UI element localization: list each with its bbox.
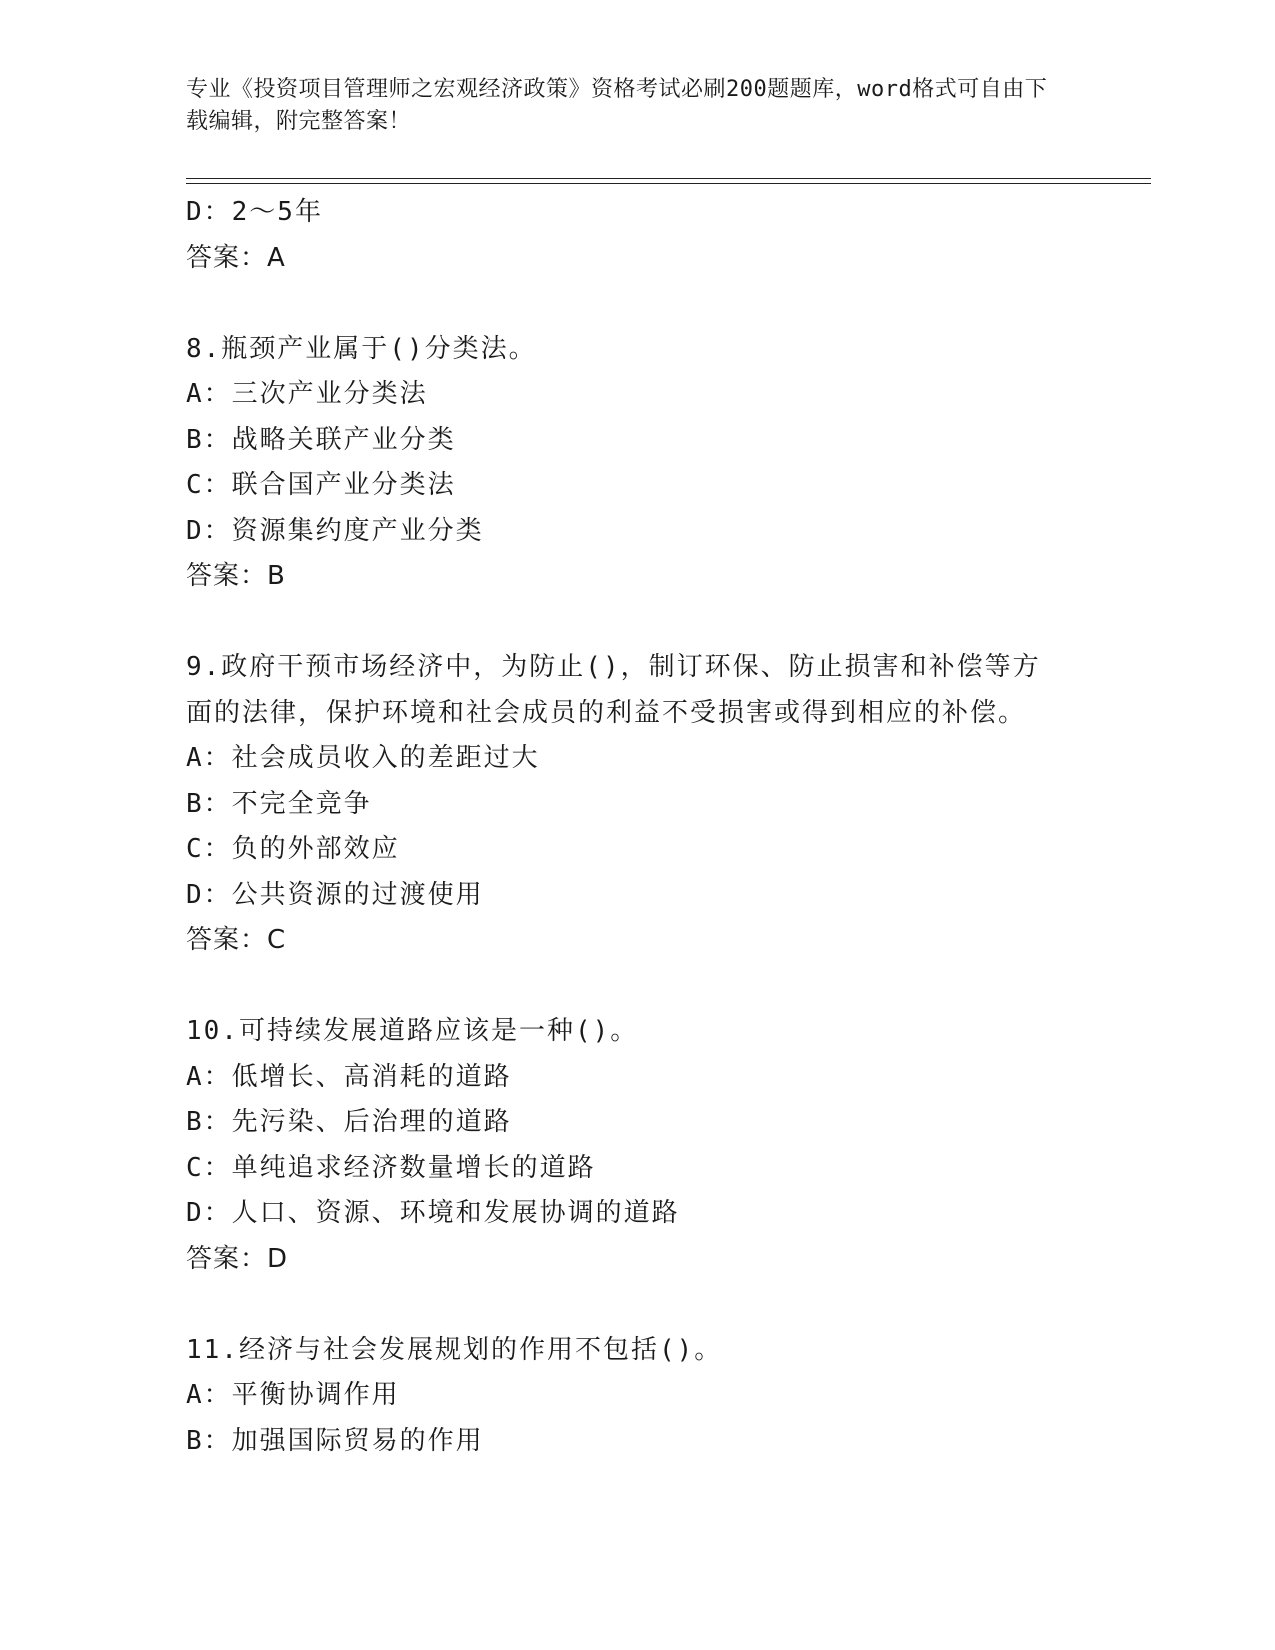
question-stem: 9.政府干预市场经济中，为防止()，制订环保、防止损害和补偿等方面的法律，保护环境和社会成员的利益不受损害或得到相应的补偿。: [186, 652, 1041, 728]
option-b: B：不完全竞争: [186, 788, 372, 819]
question-list: [186, 190, 1086, 1464]
spacer: [186, 1282, 1086, 1328]
answer-line: 答案：D: [186, 1243, 289, 1274]
option-b: B：战略关联产业分类: [186, 424, 456, 455]
question-stem: 10.可持续发展道路应该是一种()。: [186, 1016, 639, 1046]
option-b: B：先污染、后治理的道路: [186, 1107, 512, 1137]
page-title: 专业《投资项目管理师之宏观经济政策》资格考试必刷200题题库，word格式可自由下载编辑，附完整答案！: [186, 77, 1048, 134]
answer-line: 答案：C: [186, 925, 287, 955]
option-a: A：三次产业分类法: [186, 379, 428, 409]
option-c: C：单纯追求经济数量增长的道路: [186, 1152, 596, 1183]
option-c: C：联合国产业分类法: [186, 470, 456, 500]
header-divider-bottom: [186, 183, 1151, 184]
answer-line: 答案：B: [186, 561, 286, 591]
question-item: [186, 327, 1086, 600]
option-a: A：社会成员收入的差距过大: [186, 743, 540, 773]
option-d: D：2～5年: [186, 197, 323, 227]
header-divider-top: [186, 178, 1151, 179]
spacer: [186, 281, 1086, 327]
option-d: D：公共资源的过渡使用: [186, 879, 484, 910]
option-a: A：低增长、高消耗的道路: [186, 1061, 512, 1092]
option-d: D：人口、资源、环境和发展协调的道路: [186, 1198, 680, 1228]
spacer: [186, 964, 1086, 1010]
page-header: [186, 74, 1066, 138]
question-item: [186, 645, 1086, 964]
spacer: [186, 600, 1086, 646]
question-stem: 11.经济与社会发展规划的作用不包括()。: [186, 1334, 723, 1365]
option-a: A：平衡协调作用: [186, 1380, 400, 1410]
question-item: [186, 1328, 1086, 1465]
option-c: C：负的外部效应: [186, 834, 400, 864]
question-stem: 8.瓶颈产业属于()分类法。: [186, 333, 537, 364]
option-d: D：资源集约度产业分类: [186, 515, 484, 546]
option-b: B：加强国际贸易的作用: [186, 1425, 484, 1456]
question-item: [186, 1009, 1086, 1282]
answer-line: 答案：A: [186, 242, 286, 273]
